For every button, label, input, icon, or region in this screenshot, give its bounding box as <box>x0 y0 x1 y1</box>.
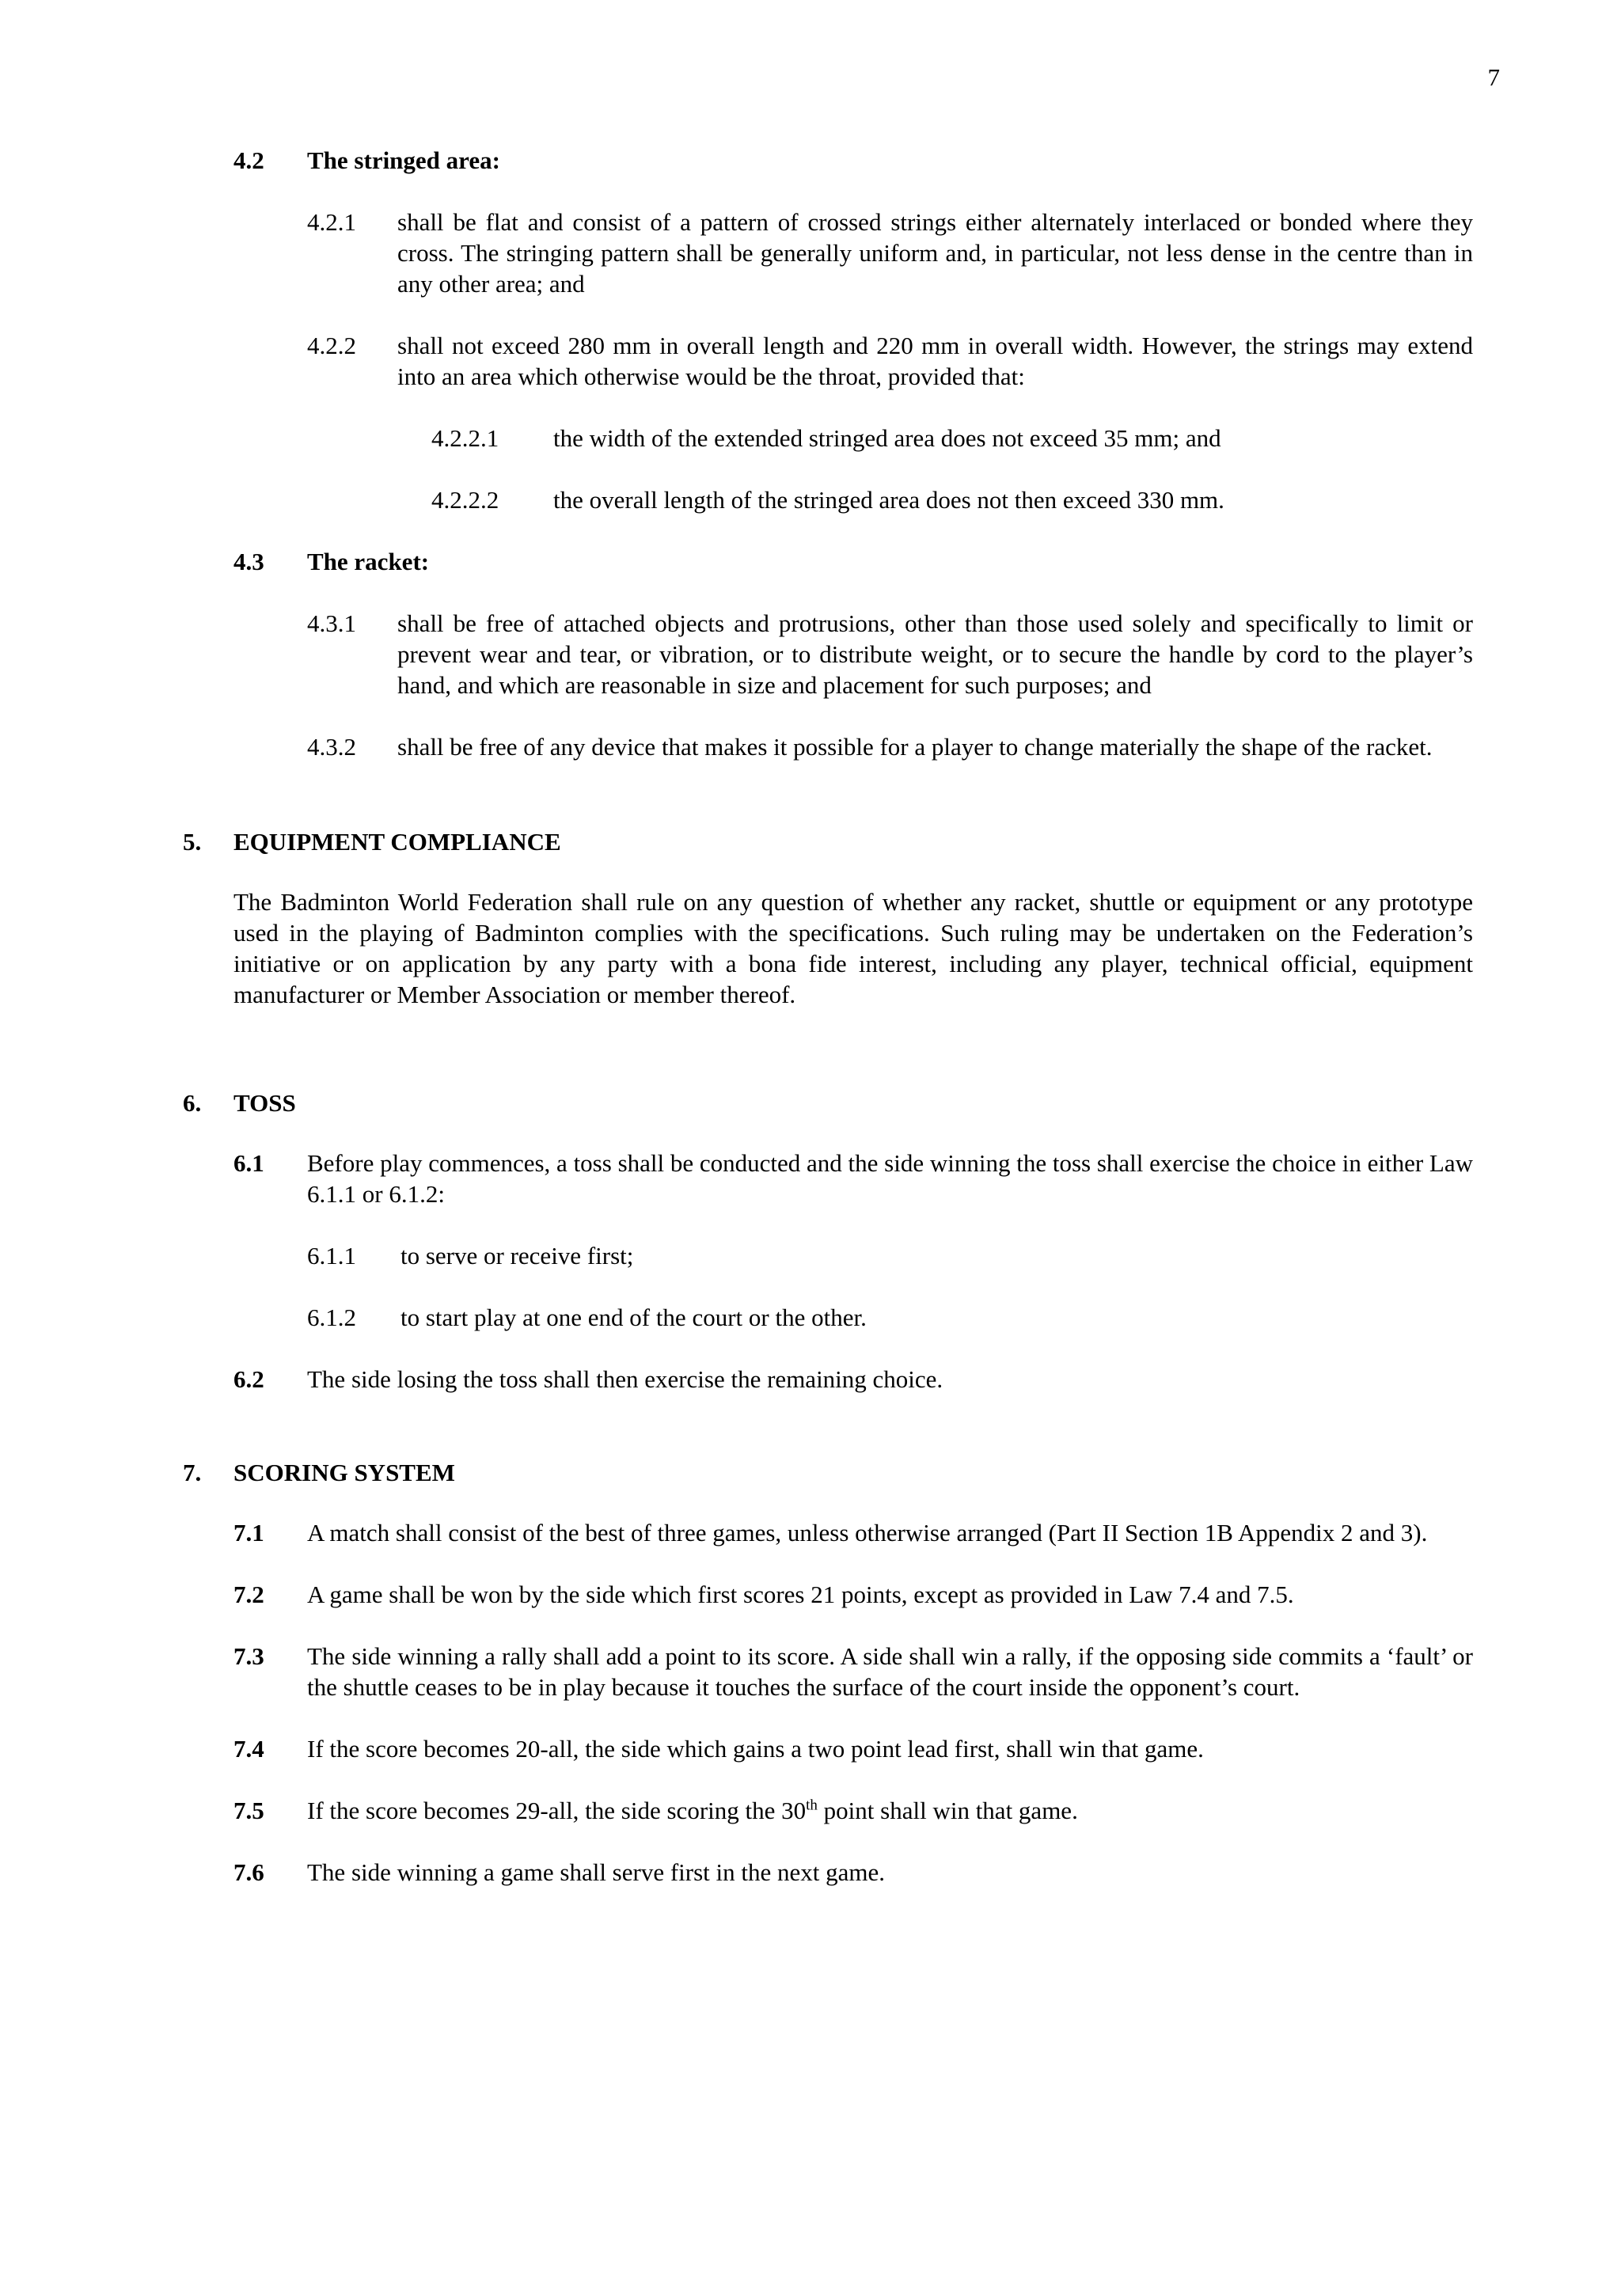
clause-text: the width of the extended stringed area does not exceed 35 mm; and <box>553 424 1221 452</box>
clause-text: shall be free of any device that makes it possible for a player to change materially the shape of the racket. <box>397 733 1433 761</box>
clause-text: shall be free of attached objects and protrusions, other than those used solely and specifically to limit or prevent wear and tear, or vibration, or to distribute weight, or to secure the handle by cord to the player’s hand, and which are reasonable in size and placement for such purposes; and <box>397 609 1473 699</box>
clause-number: 6.1.2 <box>307 1304 356 1331</box>
section-4-3-heading <box>233 546 1473 577</box>
section-title: EQUIPMENT COMPLIANCE <box>233 828 561 856</box>
section-5-heading <box>183 826 1473 857</box>
clause-text: The side losing the toss shall then exercise the remaining choice. <box>307 1365 943 1393</box>
clause-number: 4.3.2 <box>307 733 356 761</box>
document-body <box>183 145 1473 1918</box>
clause-number: 7.1 <box>233 1519 264 1546</box>
clause-number: 4.2.2.1 <box>431 424 499 452</box>
clause-7-5 <box>233 1795 1473 1826</box>
clause-text: the overall length of the stringed area does not then exceed 330 mm. <box>553 486 1224 514</box>
section-number: 5. <box>183 828 202 856</box>
section-6-body <box>233 1148 1473 1395</box>
section-number: 4.2 <box>233 146 264 174</box>
clause-4-3-2 <box>307 731 1473 762</box>
section-title: The racket: <box>307 548 430 575</box>
clause-number: 4.3.1 <box>307 609 356 637</box>
clause-number: 7.4 <box>233 1735 264 1763</box>
clause-7-6 <box>233 1857 1473 1888</box>
clause-text-after: point shall win that game. <box>817 1797 1078 1824</box>
clause-text: shall not exceed 280 mm in overall length and 220 mm in overall width. However, the strings may extend into an area which otherwise would be the throat, provided that: <box>397 332 1473 390</box>
clause-4-3-1 <box>307 608 1473 700</box>
section-6-heading <box>183 1087 1473 1118</box>
section-number: 4.3 <box>233 548 264 575</box>
section-7-body <box>233 1517 1473 1888</box>
clause-text: A match shall consist of the best of three games, unless otherwise arranged (Part II Section 1B Appendix 2 and 3). <box>307 1519 1428 1546</box>
clause-6-1-1 <box>307 1240 1473 1271</box>
section-title: The stringed area: <box>307 146 500 174</box>
section-7-heading <box>183 1457 1473 1488</box>
clause-number: 7.5 <box>233 1797 264 1824</box>
clause-number: 6.1.1 <box>307 1242 356 1269</box>
clause-text: A game shall be won by the side which first scores 21 points, except as provided in Law 7.4 and 7.5. <box>307 1581 1294 1608</box>
clause-7-4 <box>233 1733 1473 1764</box>
clause-4-2-2-1 <box>431 423 1473 454</box>
section-title: SCORING SYSTEM <box>233 1459 455 1486</box>
section-number: 6. <box>183 1089 202 1117</box>
clause-number: 7.6 <box>233 1858 264 1886</box>
clause-number: 6.1 <box>233 1149 264 1177</box>
section-5-text: The Badminton World Federation shall rule on any question of whether any racket, shuttle or equipment or any prototype used in the playing of Badminton complies with the specifications. Such ruling may be undertaken on the Federation’s initiative or on application by any party with a bona fide interest, including any player, technical official, equipment manufacturer or Member Association or member thereof. <box>233 888 1473 1008</box>
clause-6-1 <box>233 1148 1473 1209</box>
clause-7-2 <box>233 1579 1473 1610</box>
clause-number: 4.2.2.2 <box>431 486 499 514</box>
page-number: 7 <box>1487 63 1500 91</box>
clause-4-2-1 <box>307 207 1473 299</box>
clause-number: 7.2 <box>233 1581 264 1608</box>
clause-4-2-2 <box>307 330 1473 392</box>
clause-text: The side winning a rally shall add a point to its score. A side shall win a rally, if the opposing side commits a ‘fault’ or the shuttle ceases to be in play because it touches the surface of the court inside the opponent’s court. <box>307 1642 1473 1701</box>
section-title: TOSS <box>233 1089 296 1117</box>
clause-text: Before play commences, a toss shall be conducted and the side winning the toss shall exercise the choice in either Law 6.1.1 or 6.1.2: <box>307 1149 1473 1208</box>
clause-6-1-2 <box>307 1302 1473 1333</box>
clause-number: 7.3 <box>233 1642 264 1670</box>
clause-7-1 <box>233 1517 1473 1548</box>
clause-text-before: If the score becomes 29-all, the side scoring the 30 <box>307 1797 807 1824</box>
section-number: 7. <box>183 1459 202 1486</box>
clause-text <box>307 1795 1473 1826</box>
clause-number: 6.2 <box>233 1365 264 1393</box>
clause-6-2 <box>233 1364 1473 1395</box>
clause-text: shall be flat and consist of a pattern of crossed strings either alternately interlaced or bonded where they cross. The stringing pattern shall be generally uniform and, in particular, not less dense in the centre than in any other area; and <box>397 208 1473 298</box>
clause-text: The side winning a game shall serve first in the next game. <box>307 1858 886 1886</box>
clause-4-2-2-2 <box>431 484 1473 515</box>
clause-number: 4.2.1 <box>307 208 356 236</box>
superscript: th <box>806 1797 818 1814</box>
clause-text: If the score becomes 20-all, the side which gains a two point lead first, shall win that game. <box>307 1735 1204 1763</box>
clause-7-3 <box>233 1641 1473 1702</box>
section-4-2 <box>233 145 1473 762</box>
clause-text: to start play at one end of the court or the other. <box>401 1304 867 1331</box>
clause-number: 4.2.2 <box>307 332 356 359</box>
section-4-2-heading <box>233 145 1473 176</box>
clause-text: to serve or receive first; <box>401 1242 634 1269</box>
